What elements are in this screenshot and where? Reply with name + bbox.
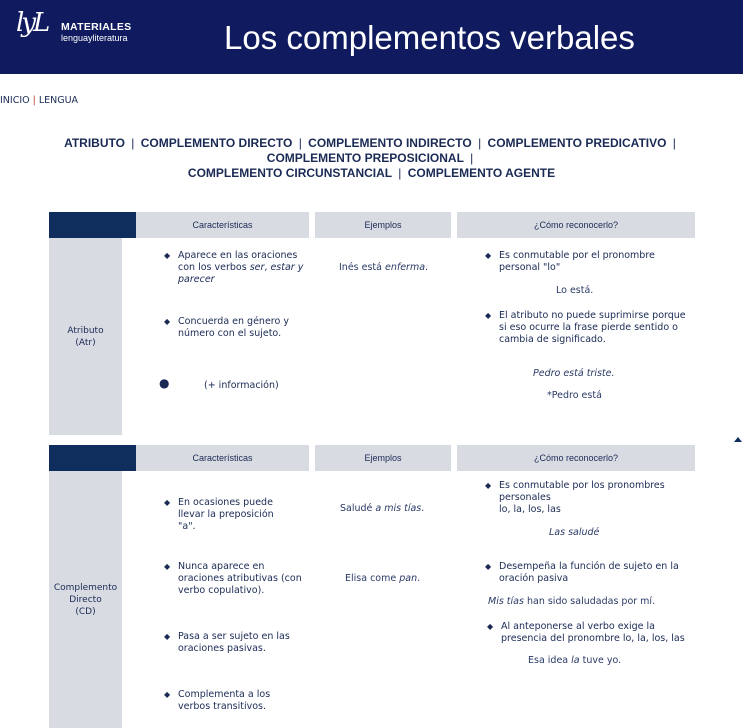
- header-caracteristicas: Características: [136, 212, 309, 238]
- breadcrumb-inicio[interactable]: INICIO: [0, 95, 30, 106]
- feature-item: ◆ Aparece en las oraciones con los verbos ser, estar y parecer: [164, 250, 304, 285]
- breadcrumb-lengua[interactable]: LENGUA: [38, 95, 79, 106]
- table-complemento-directo: [49, 445, 695, 728]
- logo-line-materiales: MATERIALES: [61, 21, 132, 33]
- feature-item: ◆ Nunca aparece en oraciones atributivas (con verbo copulativo).: [164, 561, 302, 596]
- row-label-line: (Atr): [75, 337, 96, 348]
- table-corner: [49, 445, 136, 471]
- breadcrumb: [0, 95, 78, 106]
- bullet-icon: ◆: [164, 562, 171, 571]
- bullet-icon: ◆: [485, 562, 492, 571]
- recognize-example: Mis tías han sido saludadas por mí.: [488, 596, 656, 607]
- nav-complemento-circunstancial[interactable]: COMPLEMENTO CIRCUNSTANCIAL: [187, 166, 392, 180]
- recognize-item: ◆ Al anteponerse al verbo exige la presencia del pronombre lo, la, los, las: [487, 621, 685, 644]
- bullet-icon: ◆: [485, 311, 492, 320]
- nav-separator: |: [672, 136, 676, 150]
- nav-complemento-indirecto[interactable]: COMPLEMENTO INDIRECTO: [308, 136, 472, 150]
- row-label-line: Atributo: [67, 325, 104, 336]
- breadcrumb-separator: |: [32, 95, 36, 106]
- nav-separator: |: [298, 136, 302, 150]
- bullet-icon: ◆: [485, 481, 492, 490]
- nav-complemento-directo[interactable]: COMPLEMENTO DIRECTO: [140, 136, 293, 150]
- header-banner: [0, 0, 743, 74]
- bullet-icon: ◆: [164, 251, 171, 260]
- row-label-line: (CD): [75, 606, 96, 617]
- table-atributo: [49, 212, 695, 435]
- bullet-icon: ◆: [485, 251, 492, 260]
- recognize-item: ◆ Desempeña la función de sujeto en la oración pasiva: [485, 561, 679, 584]
- feature-item: ◆ Pasa a ser sujeto en las oraciones pasivas.: [164, 631, 290, 654]
- bullet-icon: ●: [159, 376, 170, 390]
- header-como-reconocerlo: ¿Cómo reconocerlo?: [457, 445, 695, 471]
- nav-separator: |: [478, 136, 482, 150]
- recognize-item: ◆ Es conmutable por el pronombre personal "lo": [485, 250, 655, 273]
- recognize-item: ◆ Es conmutable por los pronombres personales lo, la, los, las: [485, 480, 665, 515]
- recognize-example: Las saludé: [549, 527, 600, 538]
- row-label-complemento-directo: [49, 471, 122, 728]
- nav-separator: |: [470, 151, 474, 165]
- bullet-icon: ◆: [164, 632, 171, 641]
- complement-nav: [40, 136, 703, 181]
- example-text: Inés está enferma.: [339, 262, 429, 273]
- scroll-top-icon[interactable]: [734, 437, 742, 442]
- header-ejemplos: Ejemplos: [315, 445, 451, 471]
- header-ejemplos: Ejemplos: [315, 212, 451, 238]
- table-corner: [49, 212, 136, 238]
- nav-complemento-agente[interactable]: COMPLEMENTO AGENTE: [407, 166, 556, 180]
- logo-line-lenguayliteratura: lenguayliteratura: [61, 33, 128, 43]
- nav-separator: |: [131, 136, 135, 150]
- row-label-atributo: [49, 238, 122, 435]
- example-text: Elisa come pan.: [345, 573, 421, 584]
- nav-separator: |: [398, 166, 402, 180]
- row-label-line: Directo: [69, 594, 102, 605]
- recognize-example: *Pedro está: [547, 390, 602, 401]
- page-title: Los complementos verbales: [224, 19, 635, 56]
- header-como-reconocerlo: ¿Cómo reconocerlo?: [457, 212, 695, 238]
- recognize-example: Pedro está triste.: [533, 368, 615, 379]
- recognize-item: ◆ El atributo no puede suprimirse porque si eso ocurre la frase pierde sentido o cambia de significado.: [485, 310, 686, 345]
- feature-item: ◆ Concuerda en género y número con el sujeto.: [164, 316, 289, 339]
- nav-atributo[interactable]: ATRIBUTO: [64, 136, 125, 150]
- bullet-icon: ◆: [164, 690, 171, 699]
- logo-mark: lyL: [16, 8, 48, 38]
- more-info-link[interactable]: (+ información): [204, 380, 279, 391]
- bullet-icon: ◆: [487, 622, 494, 631]
- nav-complemento-predicativo[interactable]: COMPLEMENTO PREDICATIVO: [487, 136, 667, 150]
- bullet-icon: ◆: [164, 498, 171, 507]
- feature-item: ◆ En ocasiones puede llevar la preposición "a".: [164, 497, 274, 532]
- feature-item: ◆ Complementa a los verbos transitivos.: [164, 689, 271, 712]
- header-caracteristicas: Características: [136, 445, 309, 471]
- bullet-icon: ◆: [164, 317, 171, 326]
- nav-complemento-preposicional[interactable]: COMPLEMENTO PREPOSICIONAL: [266, 151, 464, 165]
- recognize-example: Lo está.: [556, 285, 594, 296]
- row-label-line: Complemento: [53, 582, 118, 593]
- recognize-example: Esa idea la tuve yo.: [528, 655, 622, 666]
- example-text: Saludé a mis tías.: [340, 503, 425, 514]
